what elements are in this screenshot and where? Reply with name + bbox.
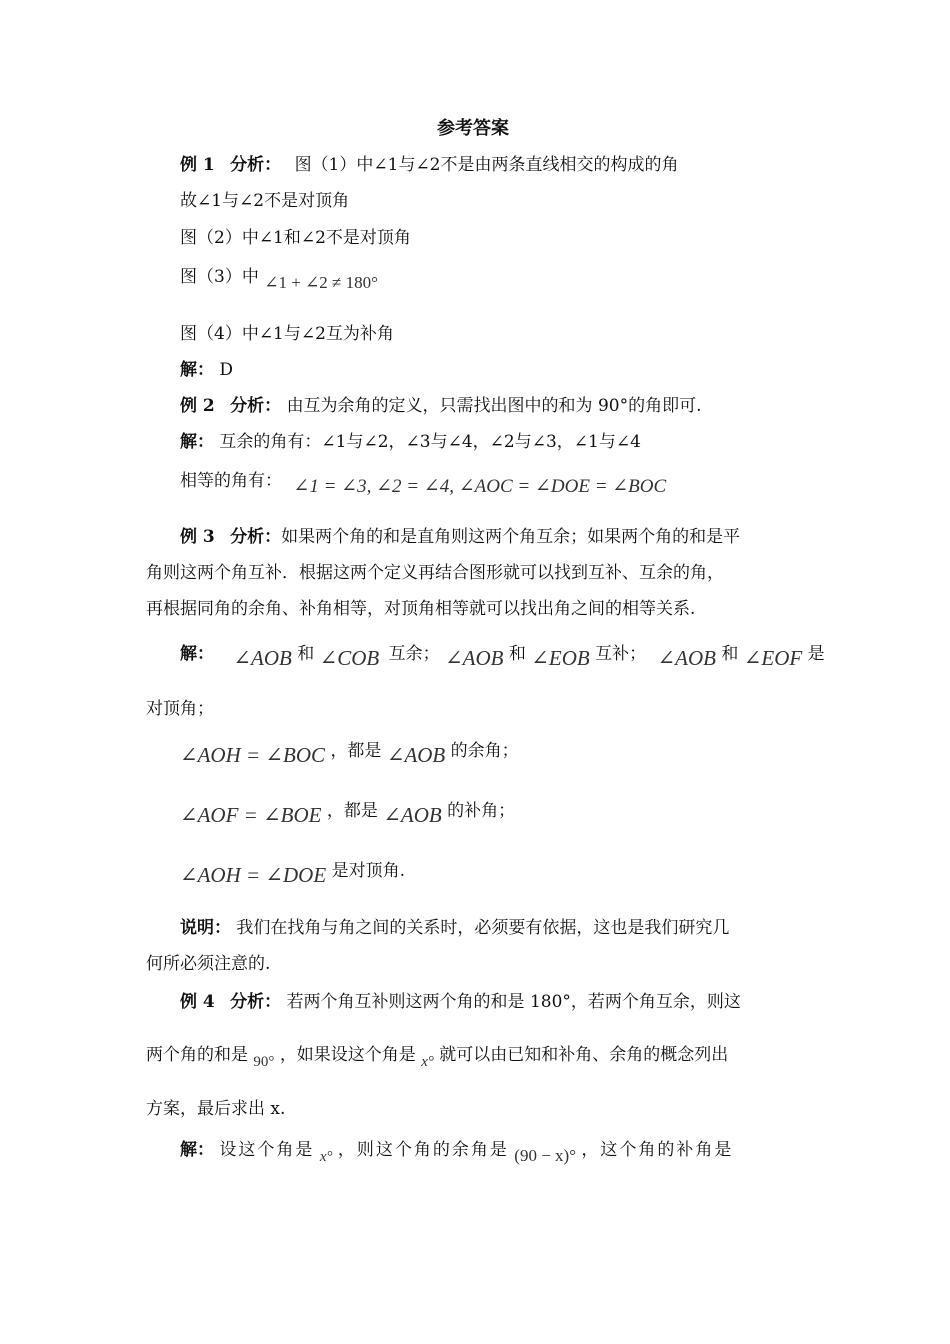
ex1-solution-label: 解：: [180, 360, 214, 380]
ex2-analysis-text: 由互为余角的定义，只需找出图中的和为 90°的角即可.: [286, 396, 702, 416]
ex4-label: 例 4: [180, 992, 215, 1012]
ex4-l2-b: ，如果设这个角是: [279, 1045, 416, 1065]
ex2-solution-text: 互余的角有：∠1与∠2，∠3与∠4，∠2与∠3，∠1与∠4: [219, 432, 641, 452]
ex3-relation-2: [180, 798, 515, 832]
ex3-solution-label: 解：: [180, 644, 214, 664]
ex4-l2-math-2: x°: [421, 1054, 434, 1070]
ex3-math-5: ∠AOB: [657, 646, 716, 670]
ex3-r2-math2: ∠AOB: [383, 803, 442, 827]
ex4-l2-a: 两个角的和是: [146, 1045, 248, 1065]
ex4-analysis-l3: 方案，最后求出 x.: [146, 1099, 286, 1119]
note-label: 说明：: [180, 918, 231, 938]
ex2-analysis-label: 分析：: [230, 396, 282, 416]
ex1-line1: [180, 154, 679, 176]
ex3-text-6: 是: [807, 644, 825, 664]
ex1-line4: [180, 266, 378, 292]
ex1-solution: [180, 359, 233, 381]
ex4-s-c: ，这个角的补角是: [581, 1140, 734, 1160]
ex2-solution: [180, 431, 641, 453]
ex4-analysis-l1: [180, 991, 741, 1013]
ex3-text-2: 互余；: [388, 644, 440, 664]
ex1-label: 例 1: [180, 155, 215, 175]
ex3-math-6: ∠EOF: [743, 646, 803, 670]
note-line1: [180, 917, 729, 939]
ex3-math-1: ∠AOB: [233, 646, 292, 670]
ex1-line4-math: ∠1 + ∠2 ≠ 180°: [264, 273, 378, 292]
ex4-s-math-2: (90 − x)°: [514, 1146, 576, 1165]
ex3-solution: [180, 641, 825, 675]
ex1-line4-text: 图（3）中: [180, 267, 259, 287]
ex3-solution-l2: 对顶角；: [146, 699, 214, 719]
ex1-line3: 图（2）中∠1和∠2不是对顶角: [180, 228, 411, 248]
ex4-analysis-text-1: 若两个角互补则这两个角的和是 180°，若两个角互余，则这: [286, 992, 741, 1012]
note-text-1: 我们在找角与角之间的关系时，必须要有依据，这也是我们研究几: [236, 918, 730, 938]
ex4-analysis-label: 分析：: [230, 992, 282, 1012]
ex4-s-math-1: x°: [319, 1149, 333, 1165]
ex3-analysis-label: 分析：: [230, 527, 282, 547]
ex2-label: 例 2: [180, 396, 215, 416]
ex1-line2: 故∠1与∠2不是对顶角: [180, 191, 350, 211]
ex1-analysis-label: 分析：: [230, 155, 282, 175]
ex4-l2-math-1: 90°: [253, 1054, 275, 1070]
ex3-text-1: 和: [297, 644, 315, 664]
ex3-text-5: 和: [721, 644, 739, 664]
ex2-analysis: [180, 395, 702, 417]
ex2-equal: [180, 470, 667, 497]
ex3-math-3: ∠AOB: [445, 646, 504, 670]
ex4-s-b: ，则这个角的余角是: [337, 1140, 509, 1160]
ex4-l2-c: 就可以由已知和补角、余角的概念列出: [439, 1045, 729, 1065]
note-line2: 何所必须注意的.: [146, 954, 271, 974]
ex3-math-4: ∠EOB: [531, 646, 590, 670]
ex2-solution-label: 解：: [180, 432, 214, 452]
ex3-r1-math2: ∠AOB: [386, 743, 446, 767]
ex3-analysis-l2: 角则这两个角互补．根据这两个定义再结合图形就可以找到互补、互余的角，: [146, 563, 724, 583]
ex3-math-2: ∠COB: [319, 646, 380, 670]
ex3-r2-text2: 的补角；: [447, 801, 516, 821]
ex2-equal-math: ∠1 = ∠3, ∠2 = ∠4, ∠AOC = ∠DOE = ∠BOC: [293, 476, 667, 497]
ex3-analysis-l3: 再根据同角的余角、补角相等，对顶角相等就可以找出角之间的相等关系.: [146, 599, 696, 619]
ex3-r1-text2: 的余角；: [450, 741, 519, 761]
ex3-label: 例 3: [180, 527, 215, 547]
page-title: 参考答案: [437, 118, 509, 139]
ex1-text-1: 图（1）中∠1与∠2不是由两条直线相交的构成的角: [294, 155, 679, 175]
ex2-equal-text: 相等的角有：: [180, 471, 282, 491]
ex3-r2-math: ∠AOF = ∠BOE: [180, 803, 322, 827]
ex3-r1-text: ，都是: [330, 741, 382, 761]
ex3-text-3: 和: [508, 644, 526, 664]
ex3-analysis-text-1: 如果两个角的和是直角则这两个角互余；如果两个角的和是平: [281, 527, 741, 547]
ex3-text-4: 互补；: [595, 644, 647, 664]
ex3-r2-text: ，都是: [326, 801, 378, 821]
ex4-analysis-l2: [146, 1044, 728, 1074]
ex3-r1-math: ∠AOH = ∠BOC: [180, 743, 326, 767]
ex3-analysis-l1: [180, 526, 806, 548]
ex1-line5: 图（4）中∠1与∠2互为补角: [180, 324, 394, 344]
ex3-r3-math: ∠AOH = ∠DOE: [180, 863, 327, 887]
ex4-s-a: 设这个角是: [219, 1140, 315, 1160]
ex3-relation-3: [180, 858, 405, 892]
ex3-r3-text: 是对顶角.: [331, 861, 405, 881]
ex3-relation-1: [180, 738, 519, 772]
ex1-answer: D: [219, 360, 234, 380]
ex4-solution-label: 解：: [180, 1140, 214, 1160]
ex4-solution: [180, 1139, 733, 1169]
